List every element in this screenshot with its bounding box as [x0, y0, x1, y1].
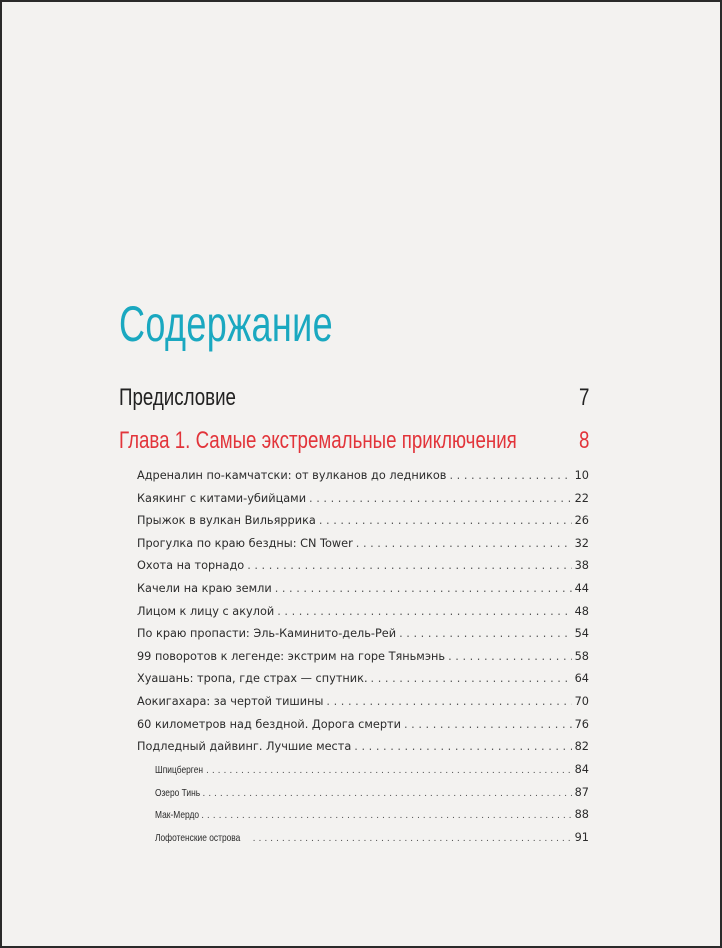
toc-subentry[interactable]	[155, 761, 589, 779]
entry-label: 60 километров над бездной. Дорога смерти	[137, 717, 401, 731]
entry-page-number: 38	[574, 559, 589, 573]
dot-leader	[399, 625, 572, 643]
toc-subentry[interactable]	[155, 829, 589, 847]
entry-page-number: 82	[574, 740, 589, 754]
toc-subentry[interactable]	[155, 806, 589, 824]
chapter-label: Глава 1. Самые экстремальные приключения	[119, 427, 517, 454]
entry-label: 99 поворотов к легенде: экстрим на горе Тяньмэнь	[137, 649, 446, 663]
entry-page-number: 48	[574, 604, 589, 618]
subentry-label: Озеро Тинь	[155, 786, 201, 799]
entry-label: Охота на торнадо	[137, 559, 245, 573]
toc-entry[interactable]	[137, 580, 589, 598]
toc-entry[interactable]	[137, 716, 589, 734]
toc-entry[interactable]	[137, 557, 589, 575]
toc-entry[interactable]	[137, 693, 589, 711]
toc-entry[interactable]	[137, 670, 589, 688]
subentry-page-number: 88	[574, 808, 589, 822]
dot-leader	[253, 829, 572, 847]
subentry-page-number: 87	[574, 785, 589, 799]
subentry-page-number: 91	[574, 830, 589, 844]
entry-label: Хуашань: тропа, где страх — спутник.	[137, 672, 368, 686]
entry-page-number: 44	[574, 582, 589, 595]
dot-leader	[354, 738, 571, 756]
preface-page-number: 7	[578, 384, 589, 411]
entry-page-number: 70	[574, 695, 589, 708]
dot-leader	[326, 693, 571, 711]
dot-leader	[277, 603, 571, 621]
dot-leader	[356, 535, 572, 553]
entry-page-number: 10	[574, 469, 589, 482]
entry-label: Адреналин по-камчатски: от вулканов до ледников	[137, 469, 447, 482]
entry-label: Лицом к лицу с акулой	[137, 604, 275, 618]
dot-leader	[448, 648, 572, 666]
entry-page-number: 32	[574, 536, 589, 550]
toc-entry[interactable]	[137, 648, 589, 666]
dot-leader	[275, 580, 572, 598]
entry-label: Качели на краю земли	[137, 582, 272, 595]
toc-entry[interactable]	[137, 535, 589, 553]
entry-page-number: 76	[574, 717, 589, 731]
dot-leader	[247, 557, 571, 575]
entry-page-number: 26	[574, 514, 589, 528]
dot-leader	[319, 512, 572, 530]
entry-label: Подледный дайвинг. Лучшие места	[137, 740, 352, 754]
entry-page-number: 58	[574, 649, 589, 663]
entry-page-number: 22	[574, 491, 589, 505]
dot-leader	[404, 716, 572, 734]
entry-label: Прыжок в вулкан Вильяррика	[137, 514, 316, 528]
dot-leader	[201, 806, 572, 824]
dot-leader	[309, 490, 572, 508]
subentry-label: Мак-Мердо	[155, 809, 200, 822]
toc-entry[interactable]	[137, 512, 589, 530]
subentry-page-number: 84	[574, 763, 589, 776]
preface-label: Предисловие	[119, 384, 236, 411]
toc-chapter-row[interactable]	[119, 426, 589, 456]
toc-entry[interactable]	[137, 625, 589, 643]
subentry-label: Шпицберген	[155, 764, 204, 776]
entry-page-number: 64	[574, 672, 589, 686]
entry-label: Аокигахара: за чертой тишины	[137, 695, 324, 708]
toc-title: Содержание	[119, 296, 333, 352]
dot-leader	[202, 784, 571, 802]
dot-leader	[449, 467, 571, 485]
entry-page-number: 54	[574, 627, 589, 641]
entry-label: По краю пропасти: Эль-Каминито-дель-Рей	[137, 627, 397, 641]
toc-preface-row[interactable]	[119, 383, 589, 413]
entry-label: Прогулка по краю бездны: CN Tower	[137, 536, 353, 550]
toc-entry[interactable]	[137, 603, 589, 621]
dot-leader	[206, 761, 572, 779]
entry-label: Каякинг с китами-убийцами	[137, 491, 307, 505]
toc-subentry[interactable]	[155, 784, 589, 802]
toc-entry[interactable]	[137, 490, 589, 508]
toc-entry[interactable]	[137, 467, 589, 485]
dot-leader	[371, 670, 572, 688]
subentry-label: Лофотенские острова	[155, 831, 241, 844]
chapter-page-number: 8	[578, 427, 589, 454]
toc-entry[interactable]	[137, 738, 589, 756]
